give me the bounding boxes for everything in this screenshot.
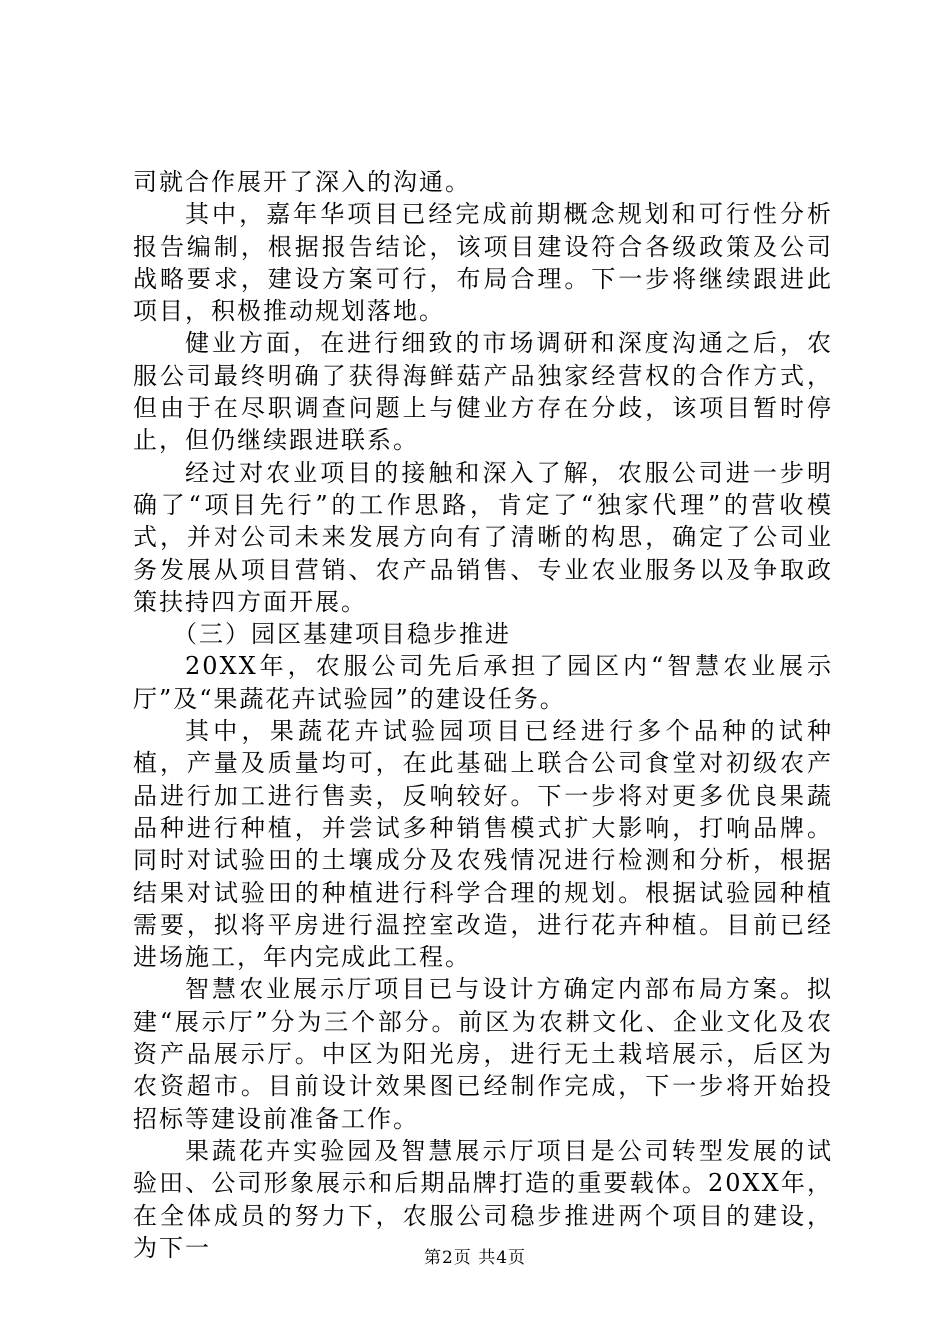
paragraph-summary: 果蔬花卉实验园及智慧展示厅项目是公司转型发展的试验田、公司形象展示和后期品牌打造的重要载体。20XX年，在全体成员的努力下，农服公司稳步推进两个项目的建设，为下一 [133, 1136, 833, 1262]
body-text [133, 166, 833, 1264]
paragraph-test-garden: 其中，果蔬花卉试验园项目已经进行多个品种的试种植，产量及质量均可，在此基础上联合公司食堂对初级农产品进行加工进行售卖，反响较好。下一步将对更多优良果蔬品种进行种植，并尝试多种销售模式扩大影响，打响品牌。同时对试验田的土壤成分及农残情况进行检测和分析，根据结果对试验田的种植进行科学合理的规划。根据试验园种植需要，拟将平房进行温控室改造，进行花卉种植。目前已经进场施工，年内完成此工程。 [133, 717, 833, 972]
paragraph-park-construction: 20XX年，农服公司先后承担了园区内“智慧农业展示厅”及“果蔬花卉试验园”的建设任务。 [133, 652, 833, 713]
paragraph-continuation: 司就合作展开了深入的沟通。 [133, 168, 471, 196]
paragraph-jianye: 健业方面，在进行细致的市场调研和深度沟通之后，农服公司最终明确了获得海鲜菇产品独家经营权的合作方式，但由于在尽职调查问题上与健业方存在分歧，该项目暂时停止，但仍继续跟进联系。 [133, 329, 833, 455]
paragraph-carnival-project: 其中，嘉年华项目已经完成前期概念规划和可行性分析报告编制，根据报告结论，该项目建设符合各级政策及公司战略要求，建设方案可行，布局合理。下一步将继续跟进此项目，积极推动规划落地。 [133, 200, 833, 326]
paragraph-agri-project-ideas: 经过对农业项目的接触和深入了解，农服公司进一步明确了“项目先行”的工作思路，肯定了“独家代理”的营收模式，并对公司未来发展方向有了清晰的构思，确定了公司业务发展从项目营销、农产品销售、专业农业服务以及争取政策扶持四方面开展。 [133, 458, 833, 616]
section-heading: （三）园区基建项目稳步推进 [173, 620, 511, 649]
page-footer: 第2页 共4页 [423, 1248, 527, 1268]
paragraph-showroom: 智慧农业展示厅项目已与设计方确定内部布局方案。拟建“展示厅”分为三个部分。前区为农耕文化、企业文化及农资产品展示厅。中区为阳光房，进行无土栽培展示，后区为农资超市。目前设计效果图已经制作完成，下一步将开始投招标等建设前准备工作。 [133, 975, 833, 1133]
